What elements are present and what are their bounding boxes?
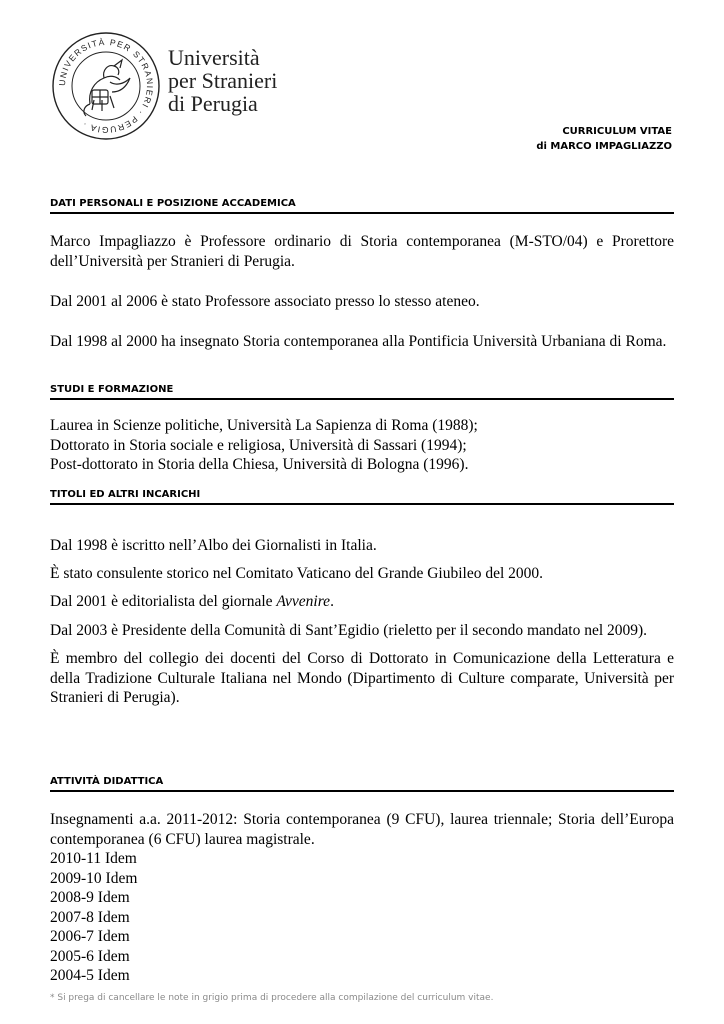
paragraph: Dal 2003 è Presidente della Comunità di Sant’Egidio (rieletto per il secondo mandato nel 2009). <box>50 622 648 639</box>
section-title-titles: TITOLI ED ALTRI INCARICHI <box>50 488 674 505</box>
section-title-personal: DATI PERSONALI E POSIZIONE ACCADEMICA <box>50 197 674 214</box>
griffin-emblem <box>84 60 130 116</box>
cv-title: CURRICULUM VITAE <box>562 126 672 137</box>
list-item: 2006-7 Idem <box>50 928 130 945</box>
list-item: 2004-5 Idem <box>50 967 130 984</box>
section-title-teaching: ATTIVITÀ DIDATTICA <box>50 775 674 792</box>
list-item: Post-dottorato in Storia della Chiesa, Università di Bologna (1996). <box>50 456 469 473</box>
footnote: * Si prega di cancellare le note in grigio prima di procedere alla compilazione del curriculum vitae. <box>50 993 494 1003</box>
paragraph: Dal 1998 al 2000 ha insegnato Storia contemporanea alla Pontificia Università Urbaniana di Roma. <box>50 333 667 350</box>
paragraph: È membro del collegio dei docenti del Corso di Dottorato in Comunicazione della Letteratura e della Tradizione Culturale Italiana nel Mondo (Dipartimento di Culture comparate, Università per Stranieri di Perugia). <box>50 650 674 706</box>
section-body-titles <box>50 536 674 708</box>
paragraph: Dal 2001 al 2006 è stato Professore associato presso lo stesso ateneo. <box>50 293 480 310</box>
list-item: Dottorato in Storia sociale e religiosa, Università di Sassari (1994); <box>50 436 467 454</box>
text-span: . <box>330 593 334 610</box>
section-body-studies <box>50 416 674 475</box>
paragraph: È stato consulente storico nel Comitato Vaticano del Grande Giubileo del 2000. <box>50 565 544 582</box>
university-name-line: di Perugia <box>168 91 258 116</box>
cv-subtitle: di MARCO IMPAGLIAZZO <box>536 141 672 152</box>
list-item: 2008-9 Idem <box>50 889 130 906</box>
section-body-teaching <box>50 810 674 986</box>
section-body-personal <box>50 232 674 352</box>
university-seal-logo <box>50 30 162 142</box>
list-item: 2007-8 Idem <box>50 908 130 926</box>
section-title-studies: STUDI E FORMAZIONE <box>50 383 674 400</box>
list-item: 2010-11 Idem <box>50 850 137 867</box>
paragraph: Insegnamenti a.a. 2011-2012: Storia contemporanea (9 CFU), laurea triennale; Storia dell’Europa contemporanea (6 CFU) laurea magistrale. <box>50 811 674 848</box>
cv-heading <box>536 124 672 154</box>
university-name-line: Università <box>168 45 260 70</box>
newspaper-name: Avvenire <box>276 593 331 610</box>
paragraph: Dal 1998 è iscritto nell’Albo dei Giornalisti in Italia. <box>50 537 377 554</box>
list-item: Laurea in Scienze politiche, Università La Sapienza di Roma (1988); <box>50 417 478 434</box>
seal-ring-text: UNIVERSITÀ PER STRANIERI · PERUGIA · <box>56 36 156 136</box>
list-item: 2005-6 Idem <box>50 947 130 965</box>
paragraph <box>50 592 674 612</box>
list-item: 2009-10 Idem <box>50 869 138 887</box>
text-span: Dal 2001 è editorialista del giornale <box>50 593 277 610</box>
paragraph: Marco Impagliazzo è Professore ordinario di Storia contemporanea (M-STO/04) e Prorettore dell’Università per Stranieri di Perugia. <box>50 233 674 270</box>
university-name <box>168 46 277 115</box>
university-name-line: per Stranieri <box>168 68 278 93</box>
